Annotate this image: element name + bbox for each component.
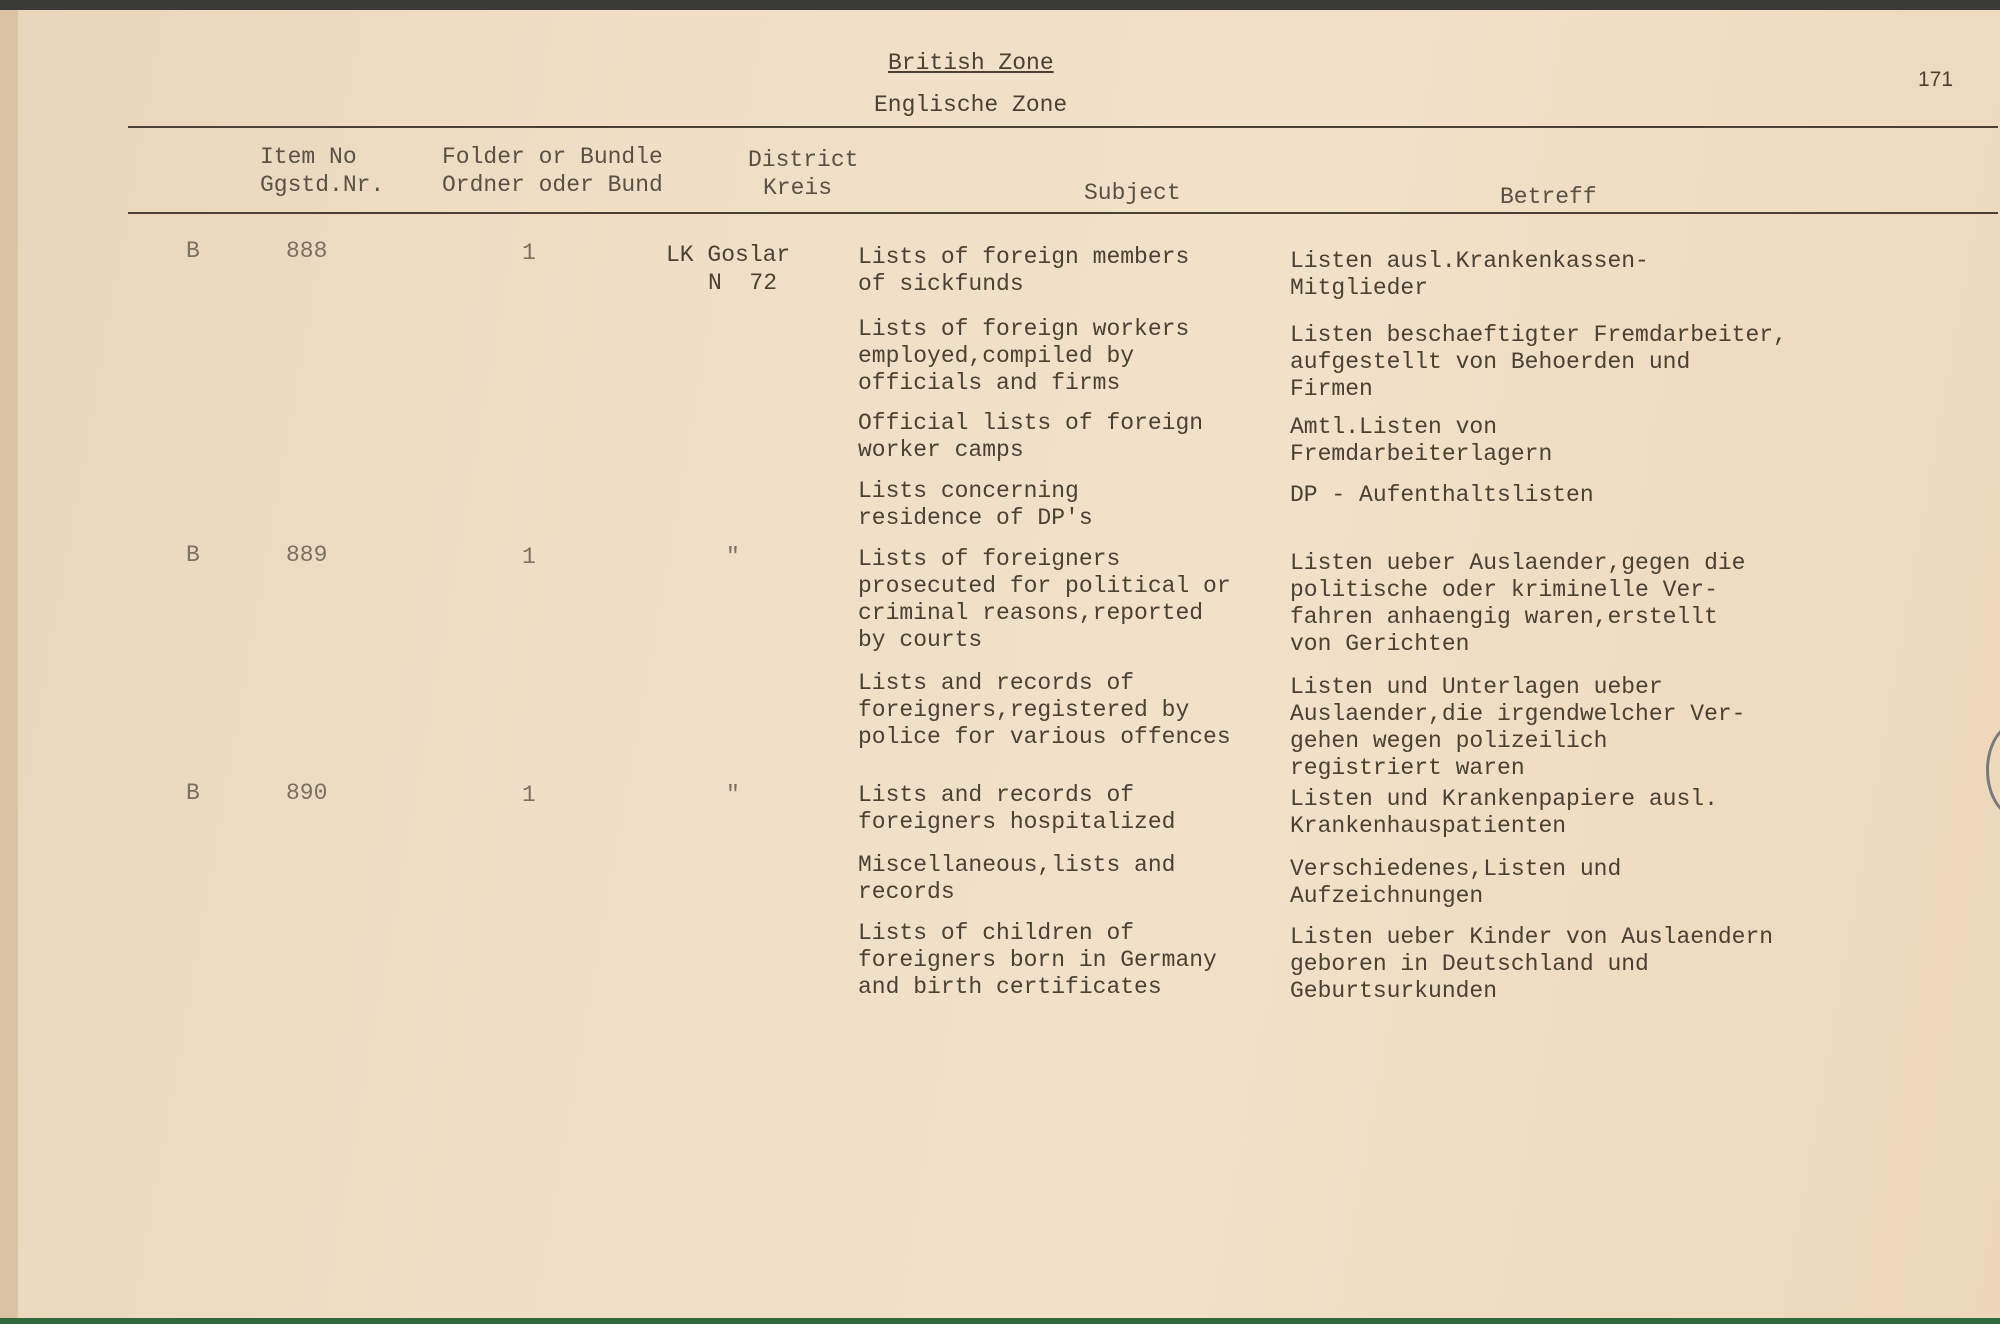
row-prefix: B	[186, 780, 200, 806]
row-prefix: B	[186, 238, 200, 264]
subject-entry: Lists of foreigners prosecuted for political or criminal reasons,reported by courts	[858, 546, 1231, 653]
row-folder: 1	[522, 544, 536, 570]
subject-entry: Lists concerning residence of DP's	[858, 478, 1093, 531]
row-district-ditto: "	[726, 782, 740, 808]
subject-entry: Lists and records of foreigners hospitalized	[858, 782, 1176, 835]
row-folder: 1	[522, 782, 536, 808]
row-district: LK Goslar	[666, 242, 791, 268]
col-folder-de: Ordner oder Bund	[442, 172, 663, 198]
binder-ring	[1986, 722, 2000, 818]
zone-title-de: Englische Zone	[874, 92, 1068, 118]
row-item-no: 888	[286, 238, 328, 264]
row-district-number: N 72	[708, 270, 778, 296]
bottom-edge	[0, 1318, 2000, 1324]
betreff-entry: Listen ueber Auslaender,gegen die politische oder kriminelle Ver- fahren anhaengig waren,erstellt von Gerichten	[1290, 550, 1746, 657]
col-betreff: Betreff	[1500, 184, 1597, 210]
betreff-entry: Listen ueber Kinder von Auslaendern geboren in Deutschland und Geburtsurkunden	[1290, 924, 1774, 1004]
col-item-no: Item No	[260, 144, 357, 170]
col-district-de: Kreis	[763, 175, 833, 201]
subject-entry: Official lists of foreign worker camps	[858, 410, 1204, 463]
col-subject: Subject	[1084, 180, 1181, 206]
header-top-rule	[128, 126, 1998, 128]
row-prefix: B	[186, 542, 200, 568]
betreff-entry: DP - Aufenthaltslisten	[1290, 482, 1594, 508]
betreff-entry: Listen beschaeftigter Fremdarbeiter, aufgestellt von Behoerden und Firmen	[1290, 322, 1787, 402]
betreff-entry: Listen und Unterlagen ueber Auslaender,die irgendwelcher Ver- gehen wegen polizeilich registriert waren	[1290, 674, 1746, 781]
subject-entry: Lists of foreign workers employed,compiled by officials and firms	[858, 316, 1190, 396]
row-district-ditto: "	[726, 544, 740, 570]
subject-entry: Lists and records of foreigners,registered by police for various offences	[858, 670, 1231, 750]
zone-title-en: British Zone	[888, 50, 1054, 76]
row-item-no: 889	[286, 542, 328, 568]
col-item-no-de: Ggstd.Nr.	[260, 172, 385, 198]
col-district: District	[748, 147, 859, 173]
betreff-entry: Listen ausl.Krankenkassen- Mitglieder	[1290, 248, 1649, 301]
betreff-entry: Amtl.Listen von Fremdarbeiterlagern	[1290, 414, 1553, 467]
subject-entry: Miscellaneous,lists and records	[858, 852, 1176, 905]
subject-entry: Lists of foreign members of sickfunds	[858, 244, 1190, 297]
row-folder: 1	[522, 240, 536, 266]
betreff-entry: Verschiedenes,Listen und Aufzeichnungen	[1290, 856, 1622, 909]
header-bottom-rule	[128, 212, 1998, 214]
document-page	[0, 10, 2000, 1320]
row-item-no: 890	[286, 780, 328, 806]
page-number: 171	[1918, 68, 1954, 91]
subject-entry: Lists of children of foreigners born in Germany and birth certificates	[858, 920, 1217, 1000]
col-folder: Folder or Bundle	[442, 144, 663, 170]
betreff-entry: Listen und Krankenpapiere ausl. Krankenhauspatienten	[1290, 786, 1718, 839]
